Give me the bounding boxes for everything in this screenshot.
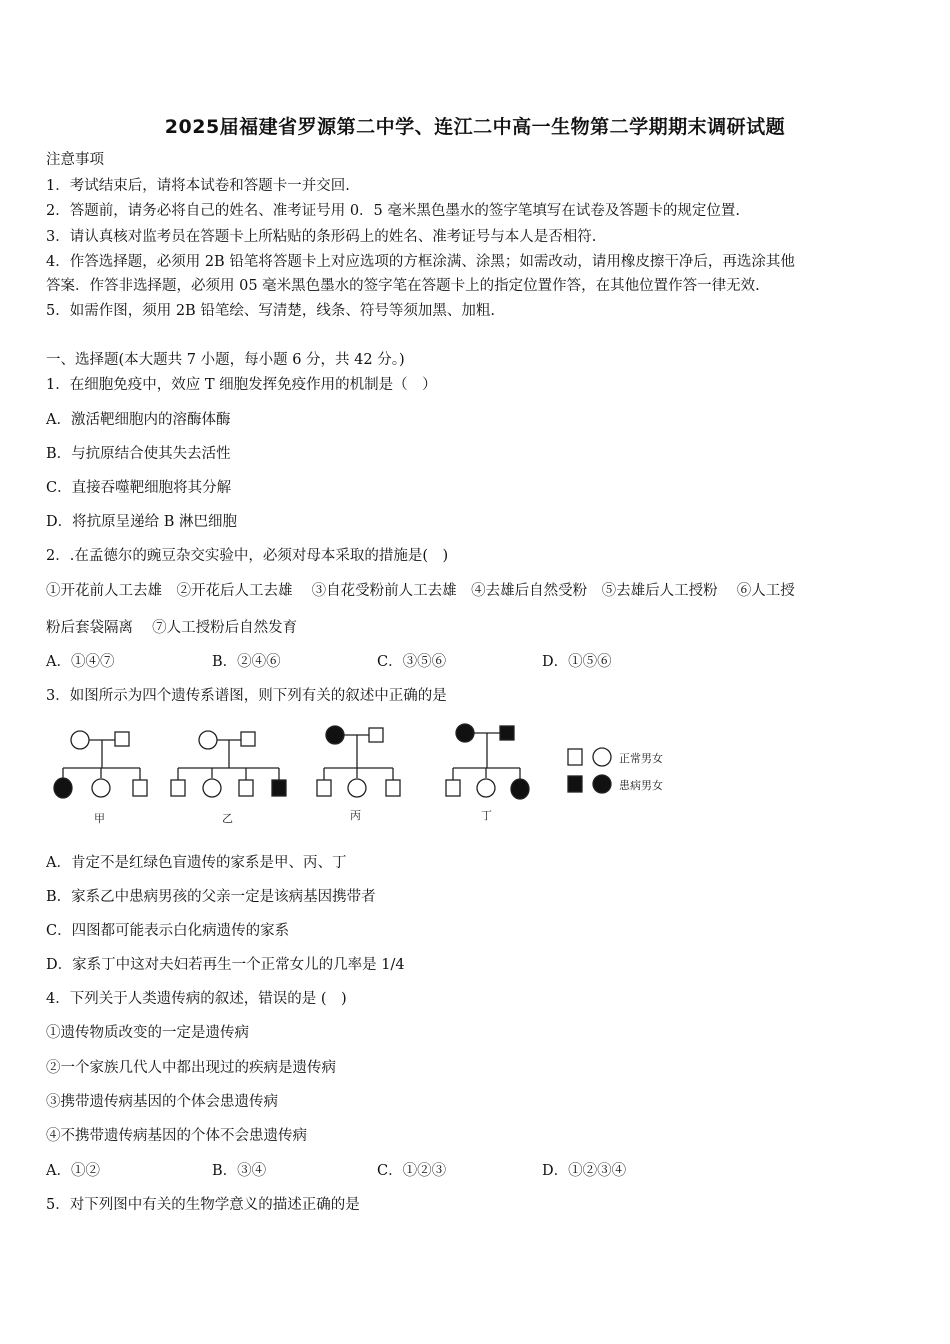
question-2-choices-line2: 粉后套袋隔离 ⑦人工授粉后自然发育	[46, 620, 298, 636]
question-4-statement: ④不携带遗传病基因的个体不会患遗传病	[46, 1128, 307, 1144]
notice-item: 答案．作答非选择题，必须用 05 毫米黑色墨水的签字笔在答题卡上的指定位置作答，在其他位置作答一律无效.	[46, 278, 760, 294]
pedigree-yi-normal-son-1	[171, 780, 185, 796]
question-3-option-b: B．家系乙中患病男孩的父亲一定是该病基因携带者	[46, 889, 376, 905]
pedigree-bing-father	[369, 728, 383, 742]
question-1-stem: 1．在细胞免疫中，效应 T 细胞发挥免疫作用的机制是（ ）	[46, 377, 437, 393]
pedigree-jia-father	[115, 732, 129, 746]
question-3-stem: 3．如图所示为四个遗传系谱图，则下列有关的叙述中正确的是	[46, 688, 447, 704]
question-3-option-c: C．四图都可能表示白化病遗传的家系	[46, 923, 290, 939]
pedigree-jia-normal-daughter	[92, 779, 110, 797]
pedigree-yi-normal-daughter	[203, 779, 221, 797]
pedigree-ding-normal-son	[446, 780, 460, 796]
pedigree-yi-normal-son-2	[239, 780, 253, 796]
question-2-stem: 2．.在孟德尔的豌豆杂交实验中，必须对母本采取的措施是( )	[46, 548, 449, 564]
question-4-statement: ②一个家族几代人中都出现过的疾病是遗传病	[46, 1060, 336, 1076]
pedigree-label-yi: 乙	[222, 812, 233, 825]
question-1-option-d: D．将抗原呈递给 B 淋巴细胞	[46, 514, 237, 530]
question-4-option-a: A．①②	[46, 1163, 100, 1179]
question-4-option-d: D．①②③④	[542, 1163, 627, 1179]
legend-normal-label: 正常男女	[619, 752, 663, 765]
pedigree-bing-normal-daughter	[348, 779, 366, 797]
notice-item: 5．如需作图，须用 2B 铅笔绘、写清楚，线条、符号等须加黑、加粗.	[46, 303, 495, 319]
question-1-option-a: A．激活靶细胞内的溶酶体酶	[46, 412, 231, 428]
question-4-stem: 4．下列关于人类遗传病的叙述，错误的是 ( )	[46, 991, 347, 1007]
notice-item: 2．答题前，请务必将自己的姓名、准考证号用 0．5 毫米黑色墨水的签字笔填写在试卷及答题卡的规定位置.	[46, 203, 740, 219]
pedigree-label-ding: 丁	[481, 809, 492, 822]
pedigree-label-jia: 甲	[94, 812, 105, 825]
legend-normal-female	[593, 748, 611, 766]
pedigree-ding-affected-daughter	[511, 779, 529, 799]
legend-normal-male	[568, 749, 582, 765]
question-3-option-d: D．家系丁中这对夫妇若再生一个正常女儿的几率是 1/4	[46, 957, 405, 973]
question-2-option-a: A．①④⑦	[46, 654, 115, 670]
notice-item: 3．请认真核对监考员在答题卡上所粘贴的条形码上的姓名、准考证号与本人是否相符.	[46, 229, 597, 245]
question-2-choices-line1: ①开花前人工去雄 ②开花后人工去雄 ③自花受粉前人工去雄 ④去雄后自然受粉 ⑤去雄后人工授粉 ⑥人工授	[46, 583, 795, 599]
pedigree-ding-normal-daughter	[477, 779, 495, 797]
notice-item: 4．作答选择题，必须用 2B 铅笔将答题卡上对应选项的方框涂满、涂黑；如需改动，请用橡皮擦干净后，再选涂其他	[46, 254, 795, 270]
legend-affected-female	[593, 775, 611, 793]
question-2-option-b: B．②④⑥	[212, 654, 281, 670]
pedigree-yi-father	[241, 732, 255, 746]
pedigree-ding-affected-mother	[456, 724, 474, 742]
pedigree-bing-affected-mother	[326, 726, 344, 744]
pedigree-yi-affected-son	[272, 780, 286, 796]
pedigree-yi-mother	[199, 731, 217, 749]
pedigree-bing-normal-son-2	[386, 780, 400, 796]
pedigree-label-bing: 丙	[350, 809, 361, 822]
question-4-option-b: B．③④	[212, 1163, 267, 1179]
question-3-option-a: A．肯定不是红绿色盲遗传的家系是甲、丙、丁	[46, 855, 347, 871]
pedigree-bing-normal-son-1	[317, 780, 331, 796]
question-1-option-c: C．直接吞噬靶细胞将其分解	[46, 480, 232, 496]
question-2-option-d: D．①⑤⑥	[542, 654, 612, 670]
pedigree-jia-normal-son	[133, 780, 147, 796]
pedigree-jia-affected-daughter	[54, 778, 72, 798]
question-2-option-c: C．③⑤⑥	[377, 654, 447, 670]
section-heading: 一、选择题(本大题共 7 小题，每小题 6 分，共 42 分。)	[46, 352, 405, 368]
pedigree-jia-mother	[71, 731, 89, 749]
question-1-option-b: B．与抗原结合使其失去活性	[46, 446, 231, 462]
question-4-statement: ③携带遗传病基因的个体会患遗传病	[46, 1094, 278, 1110]
legend-affected-male	[568, 776, 582, 792]
question-4-statement: ①遗传物质改变的一定是遗传病	[46, 1025, 249, 1041]
question-4-option-c: C．①②③	[377, 1163, 447, 1179]
question-5-stem: 5．对下列图中有关的生物学意义的描述正确的是	[46, 1197, 360, 1213]
legend-affected-label: 患病男女	[619, 779, 663, 792]
page-title: 2025届福建省罗源第二中学、连江二中高一生物第二学期期末调研试题	[164, 116, 786, 138]
notice-heading: 注意事项	[46, 152, 104, 168]
pedigree-figure	[46, 718, 686, 828]
pedigree-ding-affected-father	[500, 726, 514, 740]
notice-item: 1．考试结束后，请将本试卷和答题卡一并交回.	[46, 178, 350, 194]
